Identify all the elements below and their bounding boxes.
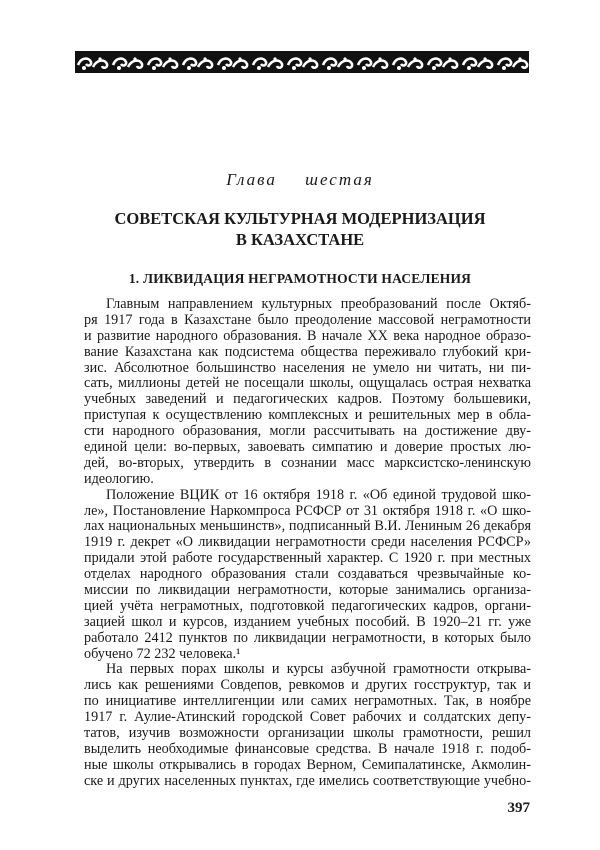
text-line: учебных заведений и педагогических кадров. Поэтому большевики, bbox=[84, 392, 531, 408]
text-line: ске и других населенных пунктах, где имелись соответствующие учебно- bbox=[84, 773, 531, 789]
text-line: ле», Постановление Наркомпроса РСФСР от 31 октября 1918 г. «О шко- bbox=[84, 503, 531, 519]
body-text bbox=[84, 297, 531, 790]
page-number: 397 bbox=[507, 800, 530, 816]
title-line: В КАЗАХСТАНЕ bbox=[235, 230, 365, 249]
text-line: миссии по ликвидации неграмотности, которые занимались организа- bbox=[84, 583, 531, 599]
text-line: татов, изучив возможности организации школы грамотности, решил bbox=[84, 726, 531, 742]
paragraph bbox=[84, 662, 531, 789]
chapter-label: Глава шестая bbox=[226, 170, 374, 189]
ornamental-border bbox=[75, 51, 529, 73]
section-heading: 1. ЛИКВИДАЦИЯ НЕГРАМОТНОСТИ НАСЕЛЕНИЯ bbox=[128, 271, 472, 286]
text-line: обучено 72 232 человека.¹ bbox=[84, 646, 241, 662]
text-line: ря 1917 года в Казахстане было преодоление массовой неграмотности bbox=[84, 312, 531, 328]
text-line: 1919 г. декрет «О ликвидации неграмотности среди населения РСФСР» bbox=[84, 535, 531, 551]
text-line: ные школы открывались в городах Верном, Семипалатинске, Акмолин- bbox=[84, 757, 531, 773]
text-line: цией учёта неграмотных, подготовкой педагогических кадров, органи- bbox=[84, 598, 531, 614]
text-line: лись как решениями Совдепов, ревкомов и других госструктур, так и bbox=[84, 678, 531, 694]
text-line: приступая к осуществлению комплексных и решительных мер в обла- bbox=[84, 408, 531, 424]
text-line: придали этой работе государственный характер. С 1920 г. при местных bbox=[84, 551, 531, 567]
text-line: отделах народного образования стали создаваться чрезвычайные ко- bbox=[84, 567, 531, 583]
text-line: зис. Абсолютное большинство населения не умело ни читать, ни пи- bbox=[84, 360, 531, 376]
text-line: сать, миллионы детей не посещали школы, ощущалась острая нехватка bbox=[84, 376, 531, 392]
paragraph bbox=[84, 488, 531, 663]
text-line: выделить необходимые финансовые средства. В начале 1918 г. подоб- bbox=[84, 741, 531, 757]
text-line: зацией школ и курсов, изданием учебных пособий. В 1920–21 гг. уже bbox=[84, 614, 531, 630]
text-line: Положение ВЦИК от 16 октября 1918 г. «Об единой трудовой шко- bbox=[106, 487, 531, 503]
text-line: сти народного образования, могли рассчитывать на достижение дву- bbox=[84, 424, 531, 440]
text-line: Главным направлением культурных преобразований после Октяб- bbox=[106, 297, 531, 312]
text-line: единой цели: во-первых, завоевать симпатию и доверие простых лю- bbox=[84, 440, 531, 456]
text-line: дей, во-вторых, утвердить в сознании масс марксистско-ленинскую bbox=[84, 455, 531, 471]
text-line: идеологию. bbox=[84, 471, 154, 487]
title-line: СОВЕТСКАЯ КУЛЬТУРНАЯ МОДЕРНИЗАЦИЯ bbox=[114, 209, 486, 228]
text-line: и развитие народного образования. В начале XX века народное образо- bbox=[84, 328, 531, 344]
text-line: 1917 г. Аулие-Атинский городской Совет рабочих и солдатских депу- bbox=[84, 710, 531, 726]
chapter-title bbox=[0, 208, 600, 250]
text-line: лах национальных меньшинств», подписанный В.И. Лениным 26 декабря bbox=[84, 519, 531, 535]
text-line: вание Казахстана как подсистема общества переживало глубокий кри- bbox=[84, 344, 531, 360]
text-line: На первых порах школы и курсы азбучной грамотности открыва- bbox=[106, 662, 531, 678]
paragraph bbox=[84, 297, 531, 488]
text-line: по инициативе интеллигенции или самих неграмотных. Так, в ноябре bbox=[84, 694, 531, 710]
text-line: работало 2412 пунктов по ликвидации неграмотности, в которых было bbox=[84, 630, 531, 646]
